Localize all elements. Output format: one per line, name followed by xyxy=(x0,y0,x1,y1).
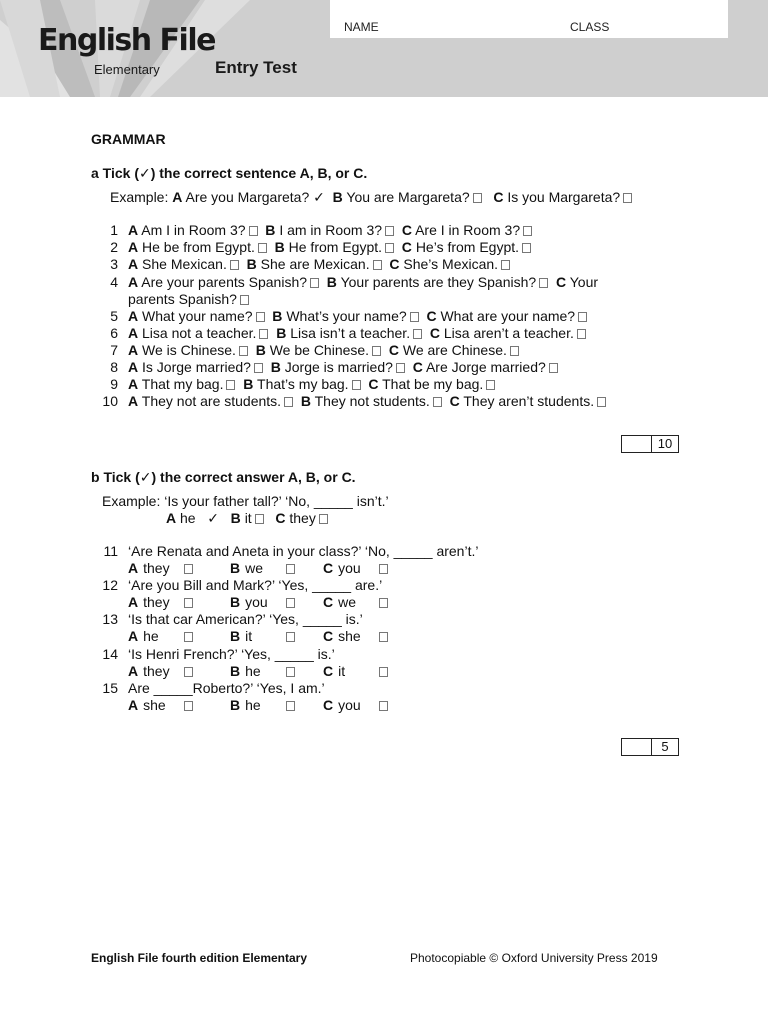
checkbox[interactable] xyxy=(522,243,531,253)
question-row xyxy=(128,359,558,375)
question-row-continued xyxy=(128,291,249,307)
option-text-a: Lisa not a teacher. xyxy=(142,325,257,341)
check-mark-icon: ✓ xyxy=(207,510,219,526)
checkbox[interactable] xyxy=(286,598,295,608)
option-text-b: we xyxy=(245,560,264,576)
question-number: 5 xyxy=(110,308,118,324)
answer-option-a xyxy=(128,594,193,610)
checkbox[interactable] xyxy=(230,260,239,270)
option-text-c: it xyxy=(338,663,346,679)
option-letter-c: C xyxy=(388,342,399,358)
option-letter-a: A xyxy=(128,663,139,679)
option-letter-c: C xyxy=(323,663,334,679)
checkbox[interactable] xyxy=(286,564,295,574)
answer-option-b xyxy=(230,594,295,610)
option-text-c: He’s from Egypt. xyxy=(415,239,520,255)
option-letter-c: C xyxy=(493,189,504,205)
name-label: NAME xyxy=(344,20,379,34)
option-text-c: Your xyxy=(569,274,599,290)
option-letter-a: A xyxy=(128,628,139,644)
checkbox[interactable] xyxy=(473,193,482,203)
option-letter-b: B xyxy=(265,222,276,238)
checkbox[interactable] xyxy=(379,564,388,574)
question-number: 1 xyxy=(110,222,118,238)
option-letter-b: B xyxy=(243,376,254,392)
checkbox[interactable] xyxy=(286,667,295,677)
score-box-b xyxy=(621,738,679,756)
checkbox[interactable] xyxy=(255,514,264,524)
score-value-b: 5 xyxy=(651,739,678,755)
answer-option-b xyxy=(230,628,295,644)
option-letter-a: A xyxy=(172,189,183,205)
question-number: 11 xyxy=(103,543,118,559)
checkbox[interactable] xyxy=(413,329,422,339)
question-row xyxy=(128,274,598,290)
option-letter-b: B xyxy=(272,308,283,324)
option-letter-b: B xyxy=(255,342,266,358)
example-prefix: Example: xyxy=(110,189,169,205)
example-option-b: You are Margareta? xyxy=(346,189,470,205)
answer-option-c xyxy=(323,663,388,679)
option-text-a: That my bag. xyxy=(141,376,224,392)
checkbox[interactable] xyxy=(256,312,265,322)
answer-option-c xyxy=(323,594,388,610)
checkbox[interactable] xyxy=(385,226,394,236)
option-text-c: She’s Mexican. xyxy=(403,256,499,272)
checkbox[interactable] xyxy=(249,226,258,236)
class-label: CLASS xyxy=(570,20,610,34)
checkbox[interactable] xyxy=(379,632,388,642)
checkbox[interactable] xyxy=(184,598,193,608)
part-a-instruction: a Tick (✓) the correct sentence A, B, or C. xyxy=(91,165,368,181)
option-text-c: They aren’t students. xyxy=(463,393,595,409)
answer-option-b xyxy=(230,560,295,576)
option-text-b: They not students. xyxy=(314,393,430,409)
brand-logo xyxy=(38,23,215,77)
option-letter-c: C xyxy=(401,222,412,238)
answer-option-c xyxy=(323,560,388,576)
option-text-b: I am in Room 3? xyxy=(279,222,383,238)
footer-right: Photocopiable © Oxford University Press 2019 xyxy=(410,951,658,965)
option-text-b: he xyxy=(245,697,261,713)
option-letter-c: C xyxy=(426,308,437,324)
question-number: 7 xyxy=(110,342,118,358)
checkbox[interactable] xyxy=(501,260,510,270)
question-text: Are _____Roberto?’ ‘Yes, I am.’ xyxy=(128,680,325,696)
option-letter-c: C xyxy=(429,325,440,341)
checkbox[interactable] xyxy=(240,295,249,305)
option-text-b: Jorge is married? xyxy=(284,359,393,375)
option-letter-b: B xyxy=(274,239,285,255)
option-letter-a: A xyxy=(166,510,177,526)
checkbox[interactable] xyxy=(396,363,405,373)
option-letter-b: B xyxy=(326,274,337,290)
checkbox[interactable] xyxy=(319,514,328,524)
option-text-b: She are Mexican. xyxy=(260,256,370,272)
checkbox[interactable] xyxy=(523,226,532,236)
checkbox[interactable] xyxy=(539,278,548,288)
question-number: 2 xyxy=(110,239,118,255)
option-text-a: They not are students. xyxy=(141,393,282,409)
page-header xyxy=(0,0,768,97)
example-b-option-b: it xyxy=(244,510,252,526)
option-letter-c: C xyxy=(555,274,567,290)
checkbox[interactable] xyxy=(184,632,193,642)
option-letter-b: B xyxy=(230,594,241,610)
checkbox[interactable] xyxy=(254,363,263,373)
part-b-example-question: Example: ‘Is your father tall?’ ‘No, _____ isn’t.’ xyxy=(102,493,389,509)
option-letter-a: A xyxy=(128,342,139,358)
example-b-option-a: he xyxy=(180,510,196,526)
checkbox[interactable] xyxy=(510,346,519,356)
question-row xyxy=(128,376,495,392)
option-text-a: they xyxy=(143,594,170,610)
checkbox[interactable] xyxy=(433,397,442,407)
example-option-c: Is you Margareta? xyxy=(507,189,621,205)
option-letter-c: C xyxy=(323,697,334,713)
question-row xyxy=(128,342,519,358)
checkbox[interactable] xyxy=(372,346,381,356)
name-class-box xyxy=(330,0,728,38)
option-letter-a: A xyxy=(128,697,139,713)
question-row xyxy=(128,256,510,272)
option-letter-b: B xyxy=(332,189,343,205)
checkbox[interactable] xyxy=(239,346,248,356)
option-text-c: you xyxy=(338,560,361,576)
question-text: ‘Is that car American?’ ‘Yes, _____ is.’ xyxy=(128,611,363,627)
option-letter-a: A xyxy=(128,359,139,375)
option-text-a: We is Chinese. xyxy=(142,342,236,358)
option-text-c: we xyxy=(338,594,357,610)
answer-option-c xyxy=(323,697,388,713)
option-text-b: We be Chinese. xyxy=(269,342,370,358)
checkbox[interactable] xyxy=(410,312,419,322)
option-text-a: Am I in Room 3? xyxy=(141,222,246,238)
question-number: 6 xyxy=(110,325,118,341)
option-letter-a: A xyxy=(128,308,139,324)
question-number: 13 xyxy=(102,611,118,627)
option-text-c: Are Jorge married? xyxy=(425,359,546,375)
question-number: 8 xyxy=(110,359,118,375)
option-text-c: she xyxy=(338,628,361,644)
example-b-option-c: they xyxy=(289,510,316,526)
option-letter-c: C xyxy=(323,594,334,610)
option-letter-a: A xyxy=(128,393,139,409)
score-box-a xyxy=(621,435,679,453)
question-row xyxy=(128,325,586,341)
option-text-b: What’s your name? xyxy=(286,308,407,324)
question-number: 15 xyxy=(102,680,118,696)
checkbox[interactable] xyxy=(286,632,295,642)
section-title: GRAMMAR xyxy=(91,131,166,147)
part-b-example-options xyxy=(166,510,328,527)
option-letter-b: B xyxy=(300,393,311,409)
option-text-b: he xyxy=(245,663,261,679)
option-text-a: What your name? xyxy=(142,308,253,324)
footer-left: English File fourth edition Elementary xyxy=(91,951,308,965)
option-text-a: Are your parents Spanish? xyxy=(141,274,308,290)
option-letter-c: C xyxy=(323,628,334,644)
question-text: ‘Are Renata and Aneta in your class?’ ‘No, _____ aren’t.’ xyxy=(128,543,479,559)
option-text-a: Is Jorge married? xyxy=(142,359,251,375)
part-a-example xyxy=(110,189,632,206)
option-text-b: Lisa isn’t a teacher. xyxy=(290,325,411,341)
question-text: ‘Are you Bill and Mark?’ ‘Yes, _____ are.’ xyxy=(128,577,383,593)
option-letter-a: A xyxy=(128,594,139,610)
option-text-c: What are your name? xyxy=(440,308,576,324)
question-number: 9 xyxy=(110,376,118,392)
checkbox[interactable] xyxy=(486,380,495,390)
option-letter-b: B xyxy=(230,663,241,679)
checkbox[interactable] xyxy=(373,260,382,270)
option-letter-b: B xyxy=(276,325,287,341)
checkbox[interactable] xyxy=(352,380,361,390)
brand-title: English File xyxy=(38,23,215,58)
option-letter-c: C xyxy=(368,376,379,392)
option-letter-c: C xyxy=(389,256,400,272)
option-letter-a: A xyxy=(128,239,139,255)
question-row xyxy=(128,222,532,238)
test-title: Entry Test xyxy=(215,58,297,77)
option-letter-b: B xyxy=(230,510,241,526)
checkbox[interactable] xyxy=(597,397,606,407)
checkbox[interactable] xyxy=(379,667,388,677)
option-letter-a: A xyxy=(128,560,139,576)
option-text-a: they xyxy=(143,663,170,679)
option-text-c: Are I in Room 3? xyxy=(415,222,521,238)
checkbox[interactable] xyxy=(379,598,388,608)
question-number: 14 xyxy=(102,646,118,662)
option-text-a: she xyxy=(143,697,166,713)
option-letter-a: A xyxy=(128,274,139,290)
checkbox[interactable] xyxy=(226,380,235,390)
question-row xyxy=(128,239,531,255)
score-value-a: 10 xyxy=(651,436,678,452)
checkbox[interactable] xyxy=(310,278,319,288)
option-text-b: That’s my bag. xyxy=(257,376,349,392)
option-text-a: She Mexican. xyxy=(142,256,227,272)
option-text-b: Your parents are they Spanish? xyxy=(340,274,537,290)
checkbox[interactable] xyxy=(259,329,268,339)
checkbox[interactable] xyxy=(623,193,632,203)
option-letter-b: B xyxy=(230,697,241,713)
option-letter-a: A xyxy=(128,256,139,272)
checkbox[interactable] xyxy=(284,397,293,407)
option-letter-a: A xyxy=(128,222,139,238)
option-letter-b: B xyxy=(270,359,281,375)
example-option-a: Are you Margareta? xyxy=(185,189,310,205)
question-number: 10 xyxy=(102,393,118,409)
option-letter-c: C xyxy=(412,359,423,375)
option-letter-c: C xyxy=(275,510,286,526)
option-text-c: We are Chinese. xyxy=(402,342,507,358)
option-text-b: He from Egypt. xyxy=(288,239,383,255)
checkbox[interactable] xyxy=(379,701,388,711)
checkbox[interactable] xyxy=(184,701,193,711)
answer-option-a xyxy=(128,697,193,713)
answer-option-a xyxy=(128,560,193,576)
answer-option-c xyxy=(323,628,388,644)
question-number: 4 xyxy=(110,274,118,290)
option-letter-c: C xyxy=(449,393,460,409)
brand-subtitle: Elementary xyxy=(94,62,160,77)
checkbox[interactable] xyxy=(385,243,394,253)
question-number: 3 xyxy=(110,256,118,272)
question-text: ‘Is Henri French?’ ‘Yes, _____ is.’ xyxy=(128,646,335,662)
question-number: 12 xyxy=(102,577,118,593)
option-letter-c: C xyxy=(323,560,334,576)
option-letter-a: A xyxy=(128,376,139,392)
option-text-a: they xyxy=(143,560,170,576)
checkbox[interactable] xyxy=(184,564,193,574)
option-letter-b: B xyxy=(230,628,241,644)
checkbox[interactable] xyxy=(577,329,586,339)
checkbox[interactable] xyxy=(184,667,193,677)
checkbox[interactable] xyxy=(578,312,587,322)
checkbox[interactable] xyxy=(286,701,295,711)
question-row xyxy=(128,393,606,409)
answer-option-b xyxy=(230,697,295,713)
option-text-b: you xyxy=(245,594,268,610)
option-text-c: Lisa aren’t a teacher. xyxy=(443,325,574,341)
option-letter-b: B xyxy=(246,256,257,272)
option-text-c: That be my bag. xyxy=(382,376,484,392)
option-text-c-continued: parents Spanish? xyxy=(128,291,237,307)
option-text-a: He be from Egypt. xyxy=(142,239,255,255)
checkbox[interactable] xyxy=(258,243,267,253)
option-text-c: you xyxy=(338,697,361,713)
check-mark-icon: ✓ xyxy=(313,189,325,205)
option-text-a: he xyxy=(143,628,159,644)
part-b-instruction: b Tick (✓) the correct answer A, B, or C. xyxy=(91,469,356,485)
question-row xyxy=(128,308,587,324)
option-text-b: it xyxy=(245,628,253,644)
option-letter-a: A xyxy=(128,325,139,341)
answer-option-a xyxy=(128,663,193,679)
answer-option-a xyxy=(128,628,193,644)
option-letter-c: C xyxy=(401,239,412,255)
option-letter-b: B xyxy=(230,560,241,576)
answer-option-b xyxy=(230,663,295,679)
checkbox[interactable] xyxy=(549,363,558,373)
